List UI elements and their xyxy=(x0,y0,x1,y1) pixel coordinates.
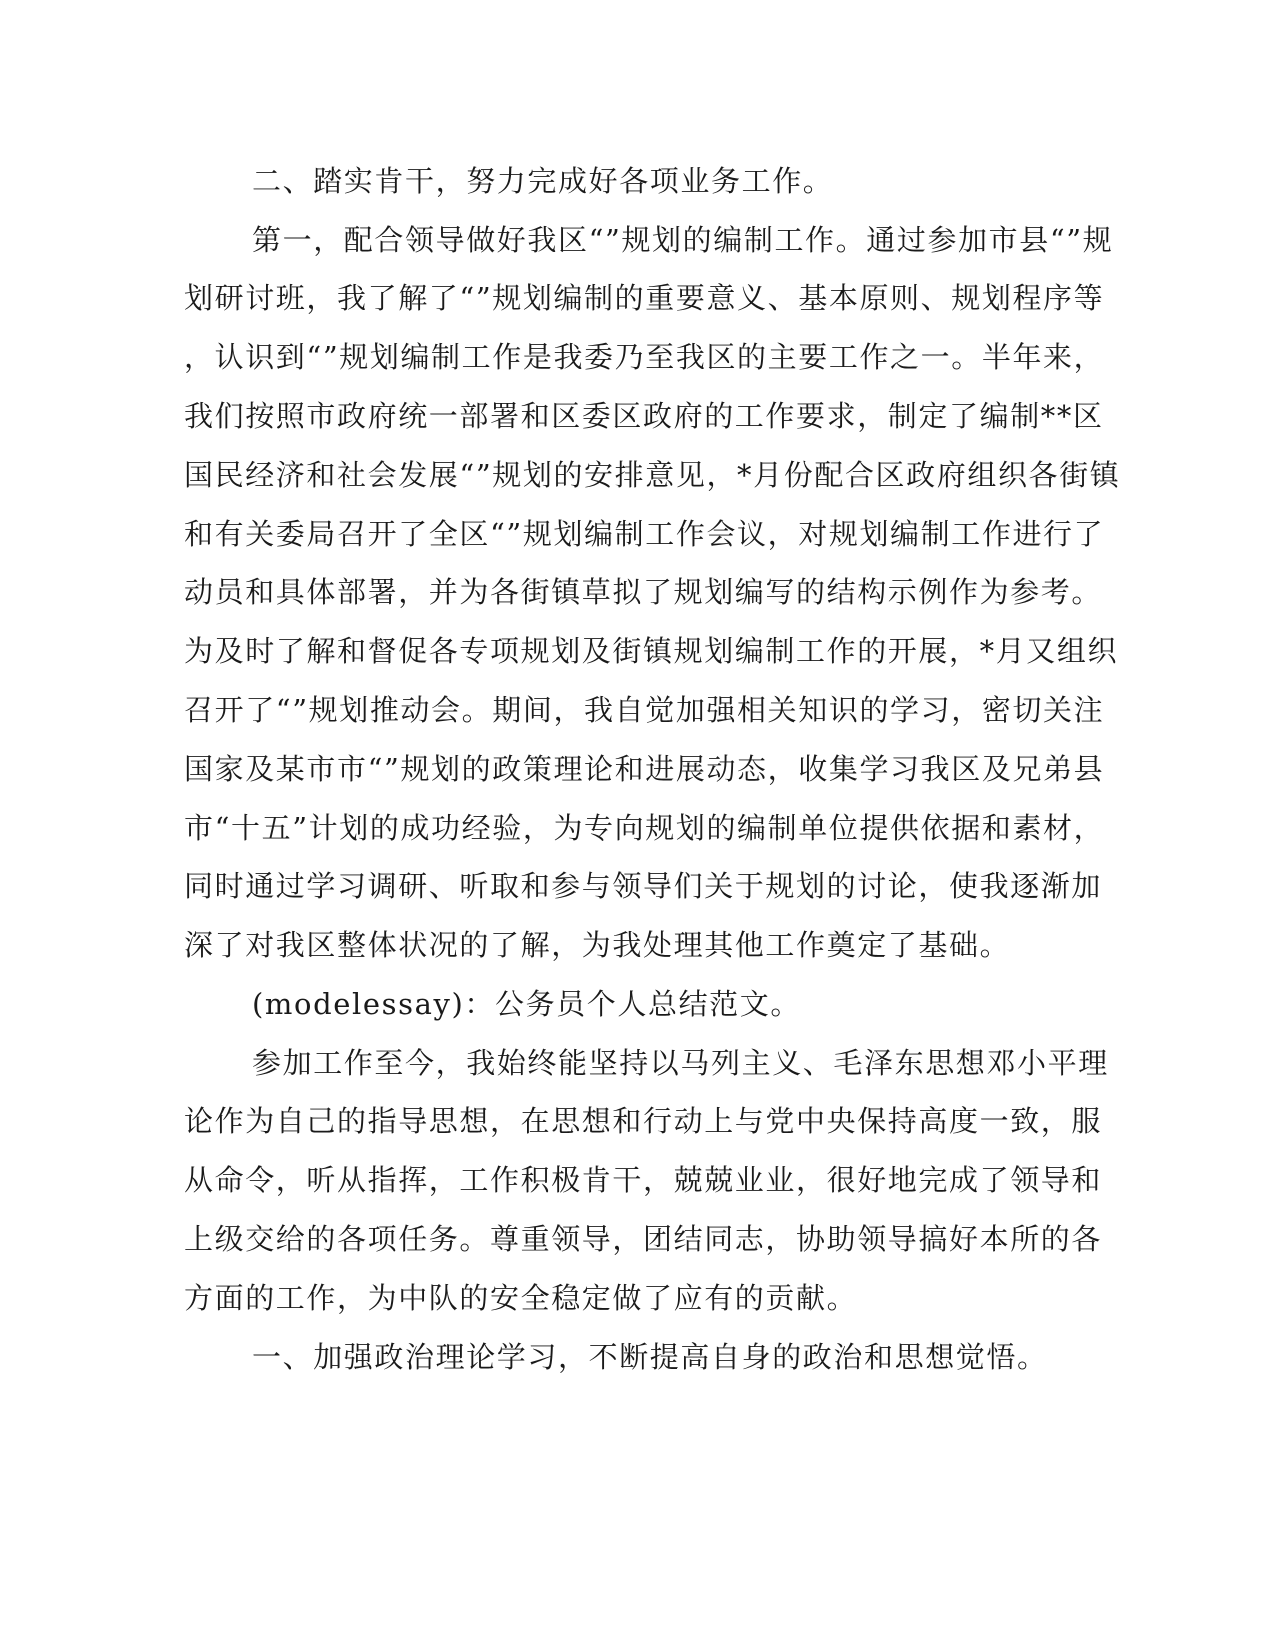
paragraph-line: 方面的工作，为中队的安全稳定做了应有的贡献。 xyxy=(184,1281,858,1315)
paragraph-line: 市“十五”计划的成功经验，为专向规划的编制单位提供依据和素材， xyxy=(184,811,1105,845)
paragraph-line: 参加工作至今，我始终能坚持以马列主义、毛泽东思想邓小平理 xyxy=(252,1046,1109,1080)
paragraph-line: 动员和具体部署，并为各街镇草拟了规划编写的结构示例作为参考。 xyxy=(184,575,1103,609)
paragraph-line: 同时通过学习调研、听取和参与领导们关于规划的讨论，使我逐渐加 xyxy=(184,869,1103,903)
paragraph-line: 和有关委局召开了全区“”规划编制工作会议，对规划编制工作进行了 xyxy=(184,517,1105,551)
paragraph-line: 国家及某市市“”规划的政策理论和进展动态，收集学习我区及兄弟县 xyxy=(184,752,1105,786)
paragraph-line: 为及时了解和督促各专项规划及街镇规划编制工作的开展，*月又组织 xyxy=(184,634,1119,668)
paragraph-line: 上级交给的各项任务。尊重领导，团结同志，协助领导搞好本所的各 xyxy=(184,1222,1103,1256)
paragraph-line: 第一，配合领导做好我区“”规划的编制工作。通过参加市县“”规 xyxy=(252,223,1114,257)
section-heading-1: 一、加强政治理论学习，不断提高自身的政治和思想觉悟。 xyxy=(252,1340,1048,1374)
paragraph-line: 从命令，听从指挥，工作积极肯干，兢兢业业，很好地完成了领导和 xyxy=(184,1163,1103,1197)
essay-title-line: (modelessay)：公务员个人总结范文。 xyxy=(252,987,801,1021)
paragraph-line: 论作为自己的指导思想，在思想和行动上与党中央保持高度一致，服 xyxy=(184,1104,1103,1138)
section-heading-2: 二、踏实肯干，努力完成好各项业务工作。 xyxy=(252,164,834,198)
paragraph-line: 国民经济和社会发展“”规划的安排意见，*月份配合区政府组织各街镇 xyxy=(184,458,1121,492)
paragraph-line: 我们按照市政府统一部署和区委区政府的工作要求，制定了编制**区 xyxy=(184,399,1104,433)
paragraph-line: 召开了“”规划推动会。期间，我自觉加强相关知识的学习，密切关注 xyxy=(184,693,1105,727)
paragraph-line: ，认识到“”规划编制工作是我委乃至我区的主要工作之一。半年来， xyxy=(184,340,1105,374)
paragraph-line: 划研讨班，我了解了“”规划编制的重要意义、基本原则、规划程序等 xyxy=(184,281,1105,315)
paragraph-line: 深了对我区整体状况的了解，为我处理其他工作奠定了基础。 xyxy=(184,928,1011,962)
